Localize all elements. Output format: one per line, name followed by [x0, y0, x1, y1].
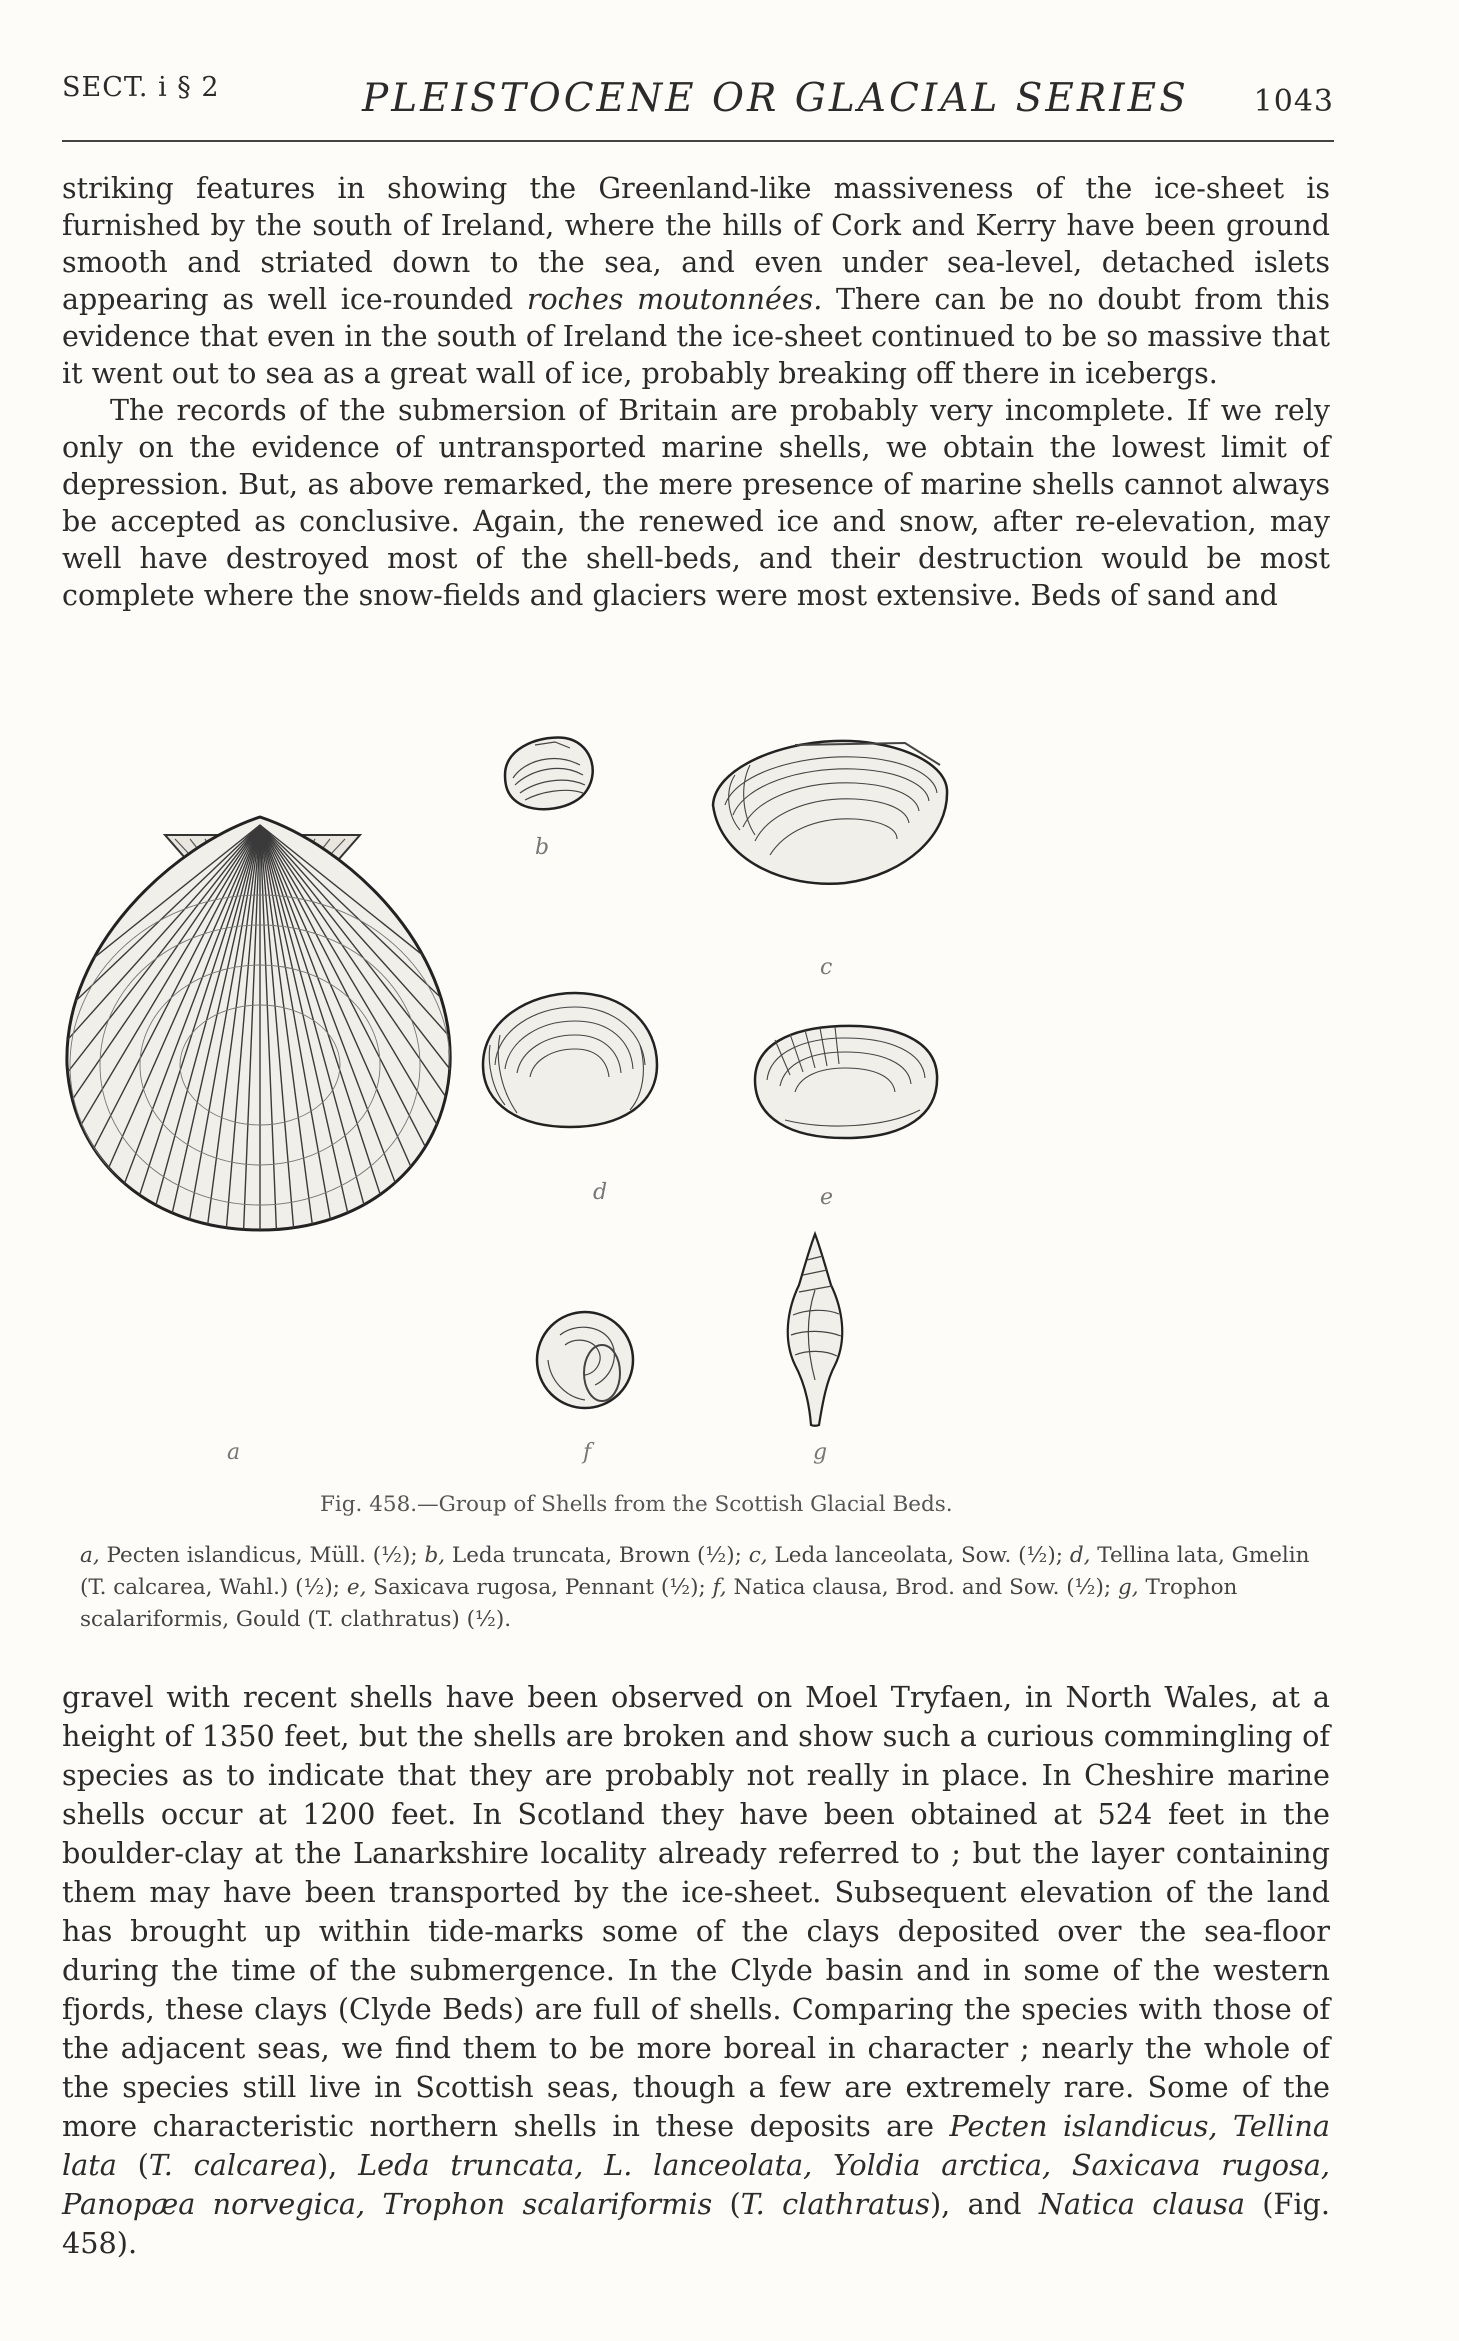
legend-key-a: a, [80, 1543, 100, 1568]
running-title: PLEISTOCENE OR GLACIAL SERIES [362, 76, 1189, 121]
legend-key-c: c, [748, 1543, 768, 1568]
para2-text: The records of the submersion of Britain are probably very incomplete. If we rely only on the evidence of untransported marine shells, we obtain the lowest limit of depression. But, as above remarked, the mere presence of marine shells cannot always be accepted as conclusive. Again, the renewed ice and snow, after re-elevation, may well have destroyed most of the shell-beds, and their destruction would be most complete where the snow-fields and glaciers were most extensive. Beds of sand and [62, 394, 1330, 612]
para1-text-b: There can be no doubt from this evidence that even in the south of Ireland the ice-sheet continued to be so massive that it went out to sea as a great wall of ice, probably breaking off there in icebergs. [62, 283, 1330, 390]
legend-key-f: f, [712, 1575, 727, 1600]
shell-d-tellina-lata-illustration [475, 985, 665, 1135]
shell-a-pecten-illustration [55, 805, 465, 1235]
legend-text-c: Leda lanceolata, Sow. (½); [767, 1543, 1063, 1568]
running-header [62, 62, 1334, 126]
legend-text-g: Trophon scalariformis, Gould (T. clathratus) (½). [80, 1575, 1238, 1632]
para1-italic-term: roches moutonnées. [526, 283, 823, 316]
header-rule [62, 140, 1334, 142]
legend-text-a: Pecten islandicus, Müll. (½); [99, 1543, 418, 1568]
legend-key-g: g, [1118, 1575, 1139, 1600]
figure-458 [55, 710, 1345, 1480]
paragraph-ice-sheet-ireland [62, 170, 1330, 614]
legend-key-b: b, [424, 1543, 446, 1568]
para1-text-a: striking features in showing the Greenland-like massiveness of the ice-sheet is furnished by the south of Ireland, where the hills of Cork and Kerry have been ground smooth and striated down to the sea, and even under sea-level, detached islets appearing as well ice-rounded [62, 172, 1330, 316]
legend-key-d: d, [1069, 1543, 1091, 1568]
shell-e-label: e [820, 1185, 834, 1210]
para3-species-5: Natica clausa [1038, 2187, 1245, 2221]
para3-text-1: gravel with recent shells have been observed on Moel Tryfaen, in North Wales, at a height of 1350 feet, but the shells are broken and show such a curious commingling of species as to indicate that they are probably not really in place. In Cheshire marine shells occur at 1200 feet. In Scotland they have been obtained at 524 feet in the boulder-clay at the Lanarkshire locality already referred to ; but the layer containing them may have been transported by the ice-sheet. Subsequent elevation of the land has brought up within tide-marks some of the clays deposited over the sea-floor during the time of the submergence. In the Clyde basin and in some of the western fjords, these clays (Clyde Beds) are full of shells. Comparing the species with those of the adjacent seas, we find them to be more boreal in character ; nearly the whole of the species still live in Scottish seas, though a few are extremely rare. Some of the more characteristic northern shells in these deposits are [62, 1680, 1330, 2143]
section-reference: SECT. i § 2 [62, 72, 220, 103]
shell-b-label: b [535, 835, 550, 860]
shell-f-natica-clausa-illustration [530, 1305, 640, 1415]
legend-text-e: Saxicava rugosa, Pennant (½); [366, 1575, 706, 1600]
shell-e-saxicava-rugosa-illustration [745, 1020, 945, 1145]
figure-caption: Fig. 458.—Group of Shells from the Scottish Glacial Beds. [320, 1492, 953, 1517]
para3-species-2: T. calcarea [148, 2148, 317, 2182]
shell-f-label: f [583, 1440, 592, 1465]
para3-species-1: Pecten islandicus, Tellina lata [62, 2109, 1330, 2182]
shell-a-label: a [227, 1440, 241, 1465]
para3-text-6: (Fig. 458). [62, 2187, 1330, 2260]
shell-c-label: c [820, 955, 833, 980]
shell-d-label: d [593, 1180, 608, 1205]
para3-text-4: ( [712, 2187, 741, 2221]
para3-text-3: ), [316, 2148, 359, 2182]
shell-b-leda-truncata-illustration [495, 730, 605, 820]
para3-species-4: T. clathratus [740, 2187, 930, 2221]
page-number: 1043 [1253, 84, 1334, 119]
paragraph-shell-beds [62, 1678, 1330, 2263]
figure-legend [80, 1540, 1315, 1636]
shell-g-label: g [813, 1440, 828, 1465]
legend-text-f: Natica clausa, Brod. and Sow. (½); [726, 1575, 1112, 1600]
para3-text-2: ( [116, 2148, 149, 2182]
shell-c-leda-lanceolata-illustration [705, 735, 955, 895]
para3-text-5: ), and [929, 2187, 1039, 2221]
legend-text-d: Tellina lata, Gmelin (T. calcarea, Wahl.) (½); [80, 1543, 1310, 1600]
para3-species-3: Leda truncata, L. lanceolata, Yoldia arctica, Saxicava rugosa, Panopæa norvegica, Trophon scalariformis [62, 2148, 1330, 2221]
shell-g-trophon-illustration [775, 1230, 855, 1430]
legend-key-e: e, [346, 1575, 367, 1600]
legend-text-b: Leda truncata, Brown (½); [445, 1543, 742, 1568]
